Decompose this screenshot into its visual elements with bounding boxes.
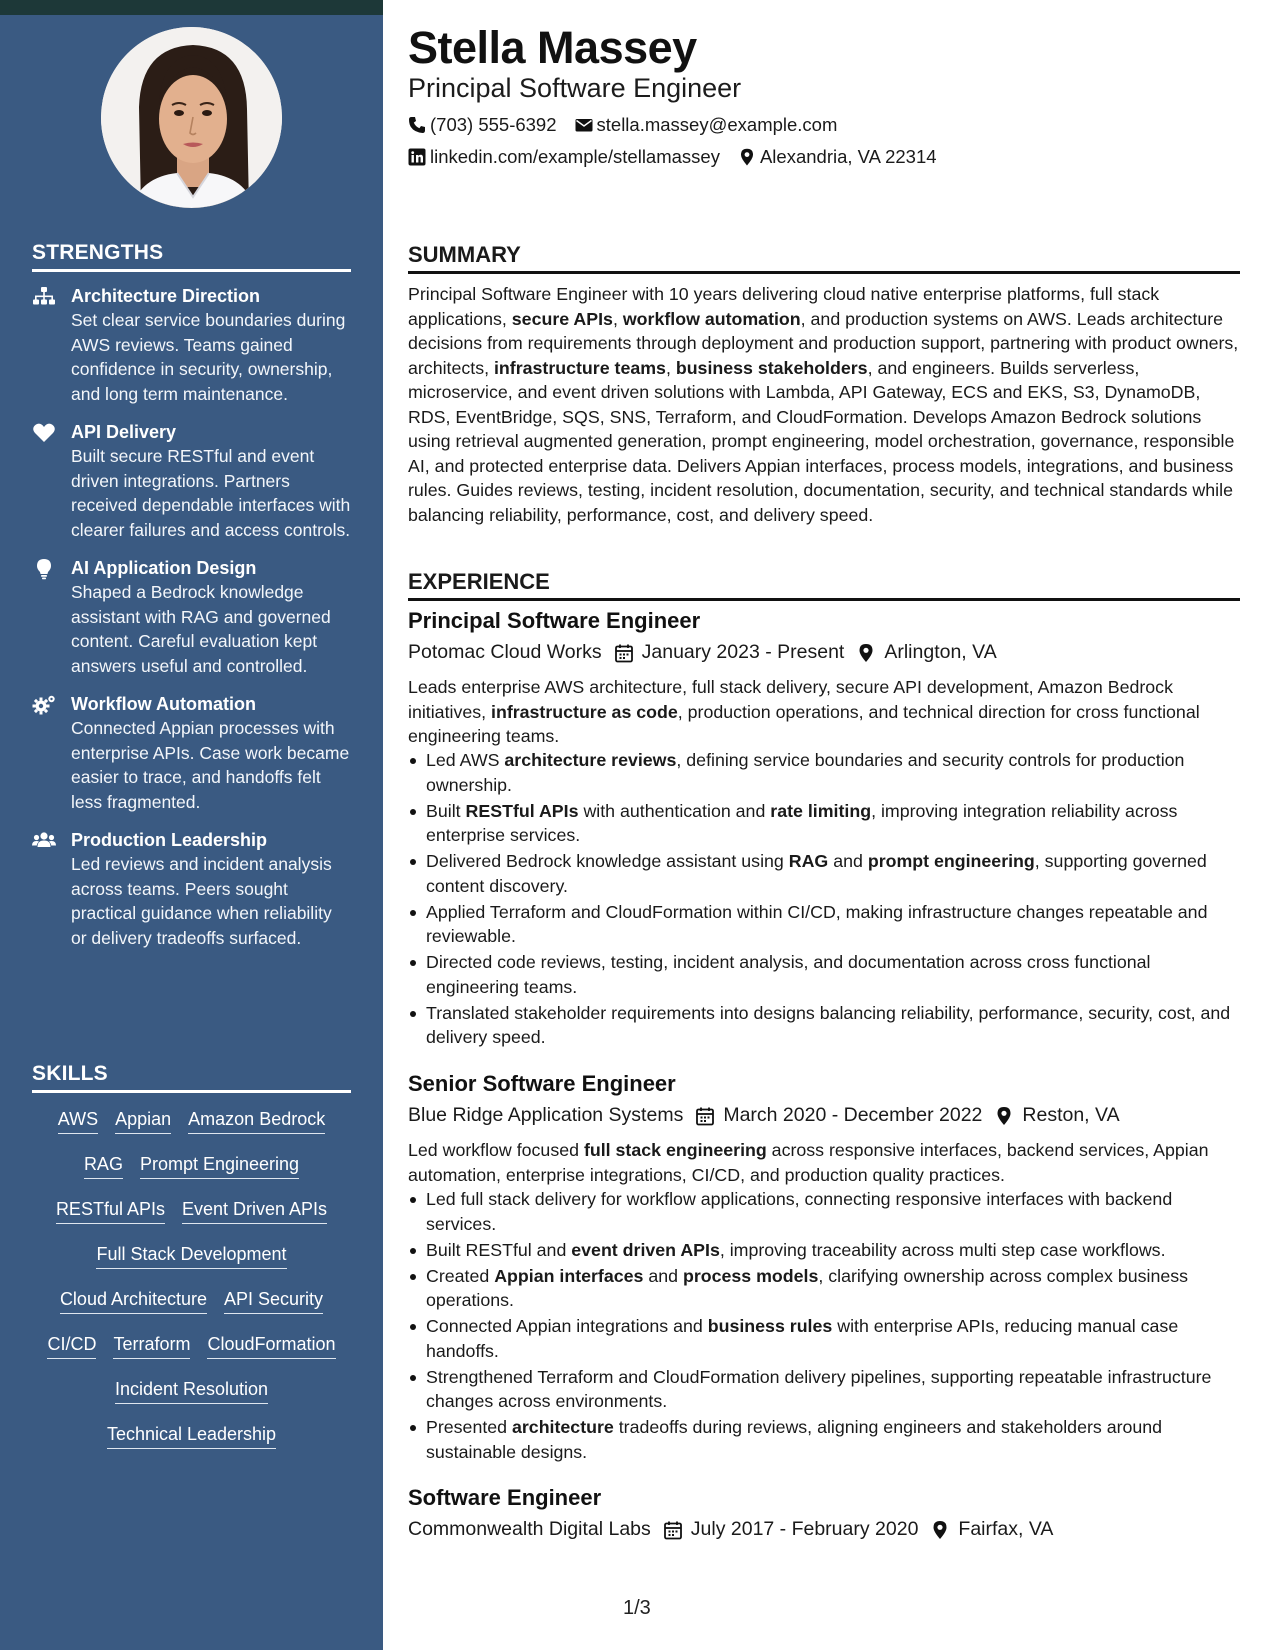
candidate-title: Principal Software Engineer: [408, 73, 742, 103]
linkedin-contact: [408, 146, 720, 168]
linkedin-icon: [408, 148, 426, 166]
skill-tag: Technical Leadership: [107, 1422, 276, 1449]
strength-item: [32, 284, 351, 406]
strength-title: Architecture Direction: [71, 286, 261, 306]
job-meta: [408, 1104, 1120, 1127]
strength-title: Production Leadership: [71, 830, 268, 850]
contact-row-2: [408, 146, 955, 168]
job-dates: January 2023 - Present: [641, 641, 845, 663]
text-run: Led full stack delivery for workflow applications, connecting responsive interfaces with backend services.: [426, 1189, 1173, 1234]
text-run: Applied Terraform and CloudFormation within CI/CD, making infrastructure changes repeatable and reviewable.: [426, 901, 1208, 946]
bold-keyword: infrastructure teams: [493, 357, 666, 378]
skill-tag: Prompt Engineering: [140, 1152, 299, 1179]
calendar-icon: [663, 1520, 683, 1540]
strength-description: Shaped a Bedrock knowledge assistant with RAG and governed content. Careful evaluation kept answers useful and controlled.: [71, 582, 331, 676]
bold-keyword: business rules: [707, 1316, 833, 1336]
bullet-item: [408, 1187, 1240, 1236]
skill-tag: Full Stack Development: [96, 1242, 286, 1269]
skills-list: [32, 1107, 351, 1467]
skill-row: [32, 1242, 351, 1287]
heart-icon: [32, 422, 56, 444]
strength-title: AI Application Design: [71, 558, 257, 578]
sitemap-icon: [32, 286, 56, 308]
bold-keyword: rate limiting: [770, 800, 872, 821]
skill-tag: Cloud Architecture: [60, 1287, 207, 1314]
job-title: Software Engineer: [408, 1485, 602, 1510]
text-run: Created: [426, 1265, 495, 1286]
text-run: Directed code reviews, testing, incident analysis, and documentation across cross functional engineering teams.: [426, 952, 1151, 997]
map-marker-icon: [930, 1520, 950, 1540]
bold-keyword: event driven APIs: [571, 1239, 720, 1260]
skill-row: [32, 1422, 351, 1467]
job-title: Principal Software Engineer: [408, 608, 701, 633]
sidebar: [0, 0, 383, 1650]
text-run: Led AWS: [426, 750, 505, 770]
company-name: Commonwealth Digital Labs: [408, 1518, 651, 1540]
contact-row-1: [408, 114, 855, 136]
bold-keyword: infrastructure as code: [491, 701, 678, 722]
strength-description: Connected Appian processes with enterprise APIs. Case work became easier to trace, and handoffs felt less fragmented.: [71, 718, 350, 812]
text-run: Presented: [426, 1417, 512, 1437]
summary-text: [408, 282, 1240, 527]
job-title: Senior Software Engineer: [408, 1071, 676, 1096]
bold-keyword: RESTful APIs: [465, 800, 579, 821]
text-run: Leads enterprise AWS architecture, full stack delivery, secure API development, Amazon Bedrock initiatives,: [408, 677, 1173, 722]
envelope-icon: [575, 116, 593, 134]
skill-tag: Appian: [115, 1107, 171, 1134]
location-contact: [738, 146, 937, 168]
text-run: Built: [426, 800, 466, 821]
job-location: Reston, VA: [1022, 1104, 1120, 1126]
bold-keyword: secure APIs: [511, 308, 613, 329]
skill-tag: Event Driven APIs: [182, 1197, 327, 1224]
bold-keyword: RAG: [788, 851, 829, 871]
map-marker-icon: [994, 1106, 1014, 1126]
phone-contact: [408, 114, 557, 136]
text-run: Built RESTful and: [426, 1239, 572, 1260]
summary-heading: SUMMARY: [408, 242, 1240, 274]
text-run: ,: [612, 308, 623, 329]
job-location: Fairfax, VA: [958, 1518, 1054, 1540]
text-run: Connected Appian integrations and: [426, 1316, 708, 1336]
skill-row: [32, 1152, 351, 1197]
text-run: Delivered Bedrock knowledge assistant using: [426, 851, 789, 871]
bullet-item: [408, 1415, 1240, 1464]
job-intro: [408, 1138, 1240, 1187]
strength-item: [32, 692, 351, 814]
job-bullets: [408, 748, 1240, 1051]
skill-row: [32, 1332, 351, 1377]
job-intro: [408, 675, 1240, 749]
location-text: Alexandria, VA 22314: [759, 146, 937, 167]
experience-heading: EXPERIENCE: [408, 569, 1240, 601]
bullet-item: [408, 1001, 1240, 1050]
bold-keyword: full stack engineering: [583, 1140, 767, 1160]
company-name: Blue Ridge Application Systems: [408, 1104, 684, 1126]
skill-tag: AWS: [58, 1107, 98, 1134]
job-dates: March 2020 - December 2022: [723, 1104, 983, 1126]
bullet-item: [408, 900, 1240, 949]
text-run: Strengthened Terraform and CloudFormation delivery pipelines, supporting repeatable infrastructure changes across environments.: [426, 1366, 1212, 1411]
job-dates: July 2017 - February 2020: [690, 1518, 919, 1540]
bullet-item: [408, 799, 1240, 848]
text-run: and: [643, 1265, 683, 1286]
strength-title: Workflow Automation: [71, 694, 256, 714]
skills-heading: SKILLS: [32, 1062, 351, 1093]
users-icon: [32, 830, 56, 852]
company-name: Potomac Cloud Works: [408, 641, 602, 663]
text-run: with authentication and: [578, 800, 771, 821]
bullet-item: [408, 849, 1240, 898]
bold-keyword: business stakeholders: [675, 357, 868, 378]
text-run: , production operations, and technical direction for cross functional engineering teams.: [408, 701, 1200, 746]
text-run: , clarifying ownership across complex business operations.: [426, 1265, 1189, 1310]
strengths-heading: STRENGTHS: [32, 241, 351, 272]
skill-tag: Incident Resolution: [115, 1377, 268, 1404]
job-meta: [408, 1518, 1053, 1541]
text-run: , improving integration reliability across enterprise services.: [426, 800, 1178, 845]
email-address[interactable]: stella.massey@example.com: [596, 114, 838, 135]
strength-description: Built secure RESTful and event driven integrations. Partners received dependable interfaces with clearer failures and access controls.: [71, 446, 351, 540]
phone-number[interactable]: (703) 555-6392: [430, 114, 557, 135]
bold-keyword: process models: [682, 1265, 819, 1286]
bullet-item: [408, 950, 1240, 999]
job-meta: [408, 641, 997, 664]
job-location: Arlington, VA: [884, 641, 997, 663]
text-run: , supporting governed content discovery.: [426, 851, 1207, 896]
strength-item: [32, 556, 351, 678]
text-run: tradeoffs during reviews, aligning engineers and stakeholders around sustainable designs.: [426, 1417, 1163, 1462]
bold-keyword: architecture reviews: [504, 750, 677, 770]
bold-keyword: architecture: [512, 1417, 614, 1437]
text-run: , defining service boundaries and security controls for production ownership.: [426, 750, 1185, 795]
strength-item: [32, 828, 351, 950]
strength-description: Led reviews and incident analysis across teams. Peers sought practical guidance when reliability or delivery tradeoffs surfaced.: [71, 854, 332, 948]
text-run: with enterprise APIs, reducing manual case handoffs.: [426, 1316, 1179, 1361]
strength-description: Set clear service boundaries during AWS reviews. Teams gained confidence in security, ownership, and long term maintenance.: [71, 310, 346, 404]
job-bullets: [408, 1187, 1240, 1466]
skill-row: [32, 1107, 351, 1152]
skill-tag: RAG: [84, 1152, 123, 1179]
page-number: 1/3: [623, 1597, 651, 1619]
skill-tag: CI/CD: [47, 1332, 96, 1359]
skill-tag: CloudFormation: [207, 1332, 335, 1359]
skill-tag: Amazon Bedrock: [188, 1107, 325, 1134]
bullet-item: [408, 1314, 1240, 1363]
gears-icon: [32, 694, 56, 716]
bold-keyword: workflow automation: [622, 308, 801, 329]
candidate-name: Stella Massey: [408, 22, 697, 73]
skill-row: [32, 1197, 351, 1242]
strength-title: API Delivery: [71, 422, 177, 442]
text-run: Principal Software Engineer with 10 years delivering cloud native enterprise platforms, full stack applications,: [408, 284, 1160, 329]
phone-icon: [408, 116, 426, 134]
sidebar-top-bar: [0, 0, 383, 15]
skill-row: [32, 1287, 351, 1332]
bullet-item: [408, 748, 1240, 797]
bullet-item: [408, 1365, 1240, 1414]
map-marker-icon: [738, 148, 756, 166]
text-run: Led workflow focused: [408, 1140, 584, 1160]
profile-photo: [101, 27, 282, 208]
linkedin-url[interactable]: linkedin.com/example/stellamassey: [430, 146, 720, 167]
map-marker-icon: [856, 643, 876, 663]
lightbulb-icon: [32, 558, 56, 580]
text-run: Translated stakeholder requirements into designs balancing reliability, performance, security, cost, and delivery speed.: [426, 1002, 1231, 1047]
skill-tag: Terraform: [113, 1332, 190, 1359]
text-run: and: [828, 851, 868, 871]
email-contact: [575, 114, 838, 136]
bold-keyword: prompt engineering: [867, 851, 1035, 871]
text-run: , and production systems on AWS. Leads architecture decisions from requirements through deployment and production support, partnering with product owners, architects,: [408, 308, 1239, 378]
text-run: , improving traceability across multi step case workflows.: [719, 1239, 1166, 1260]
skills-section: [32, 1062, 351, 1467]
skill-tag: API Security: [224, 1287, 323, 1314]
text-run: ,: [665, 357, 676, 378]
calendar-icon: [695, 1106, 715, 1126]
skill-tag: RESTful APIs: [56, 1197, 165, 1224]
text-run: across responsive interfaces, backend services, Appian automation, enterprise integrations, CI/CD, and production quality practices.: [408, 1140, 1209, 1185]
text-run: , and engineers. Builds serverless, microservice, and event driven solutions with Lambda, API Gateway, ECS and EKS, S3, DynamoDB, RDS, EventBridge, SQS, SNS, Terraform, and CloudFormation. Develops Amazon Bedrock solutions using retrieval augmented generation, prompt engineering, model orchestration, governance, responsible AI, and protected enterprise data. Delivers Appian interfaces, process models, integrations, and business rules. Guides reviews, testing, incident resolution, documentation, security, and technical standards while balancing reliability, performance, cost, and delivery speed.: [408, 357, 1235, 525]
skill-row: [32, 1377, 351, 1422]
calendar-icon: [614, 643, 634, 663]
strength-item: [32, 420, 351, 542]
strengths-section: [32, 241, 351, 950]
bullet-item: [408, 1238, 1240, 1263]
bold-keyword: Appian interfaces: [494, 1265, 644, 1286]
bullet-item: [408, 1264, 1240, 1313]
